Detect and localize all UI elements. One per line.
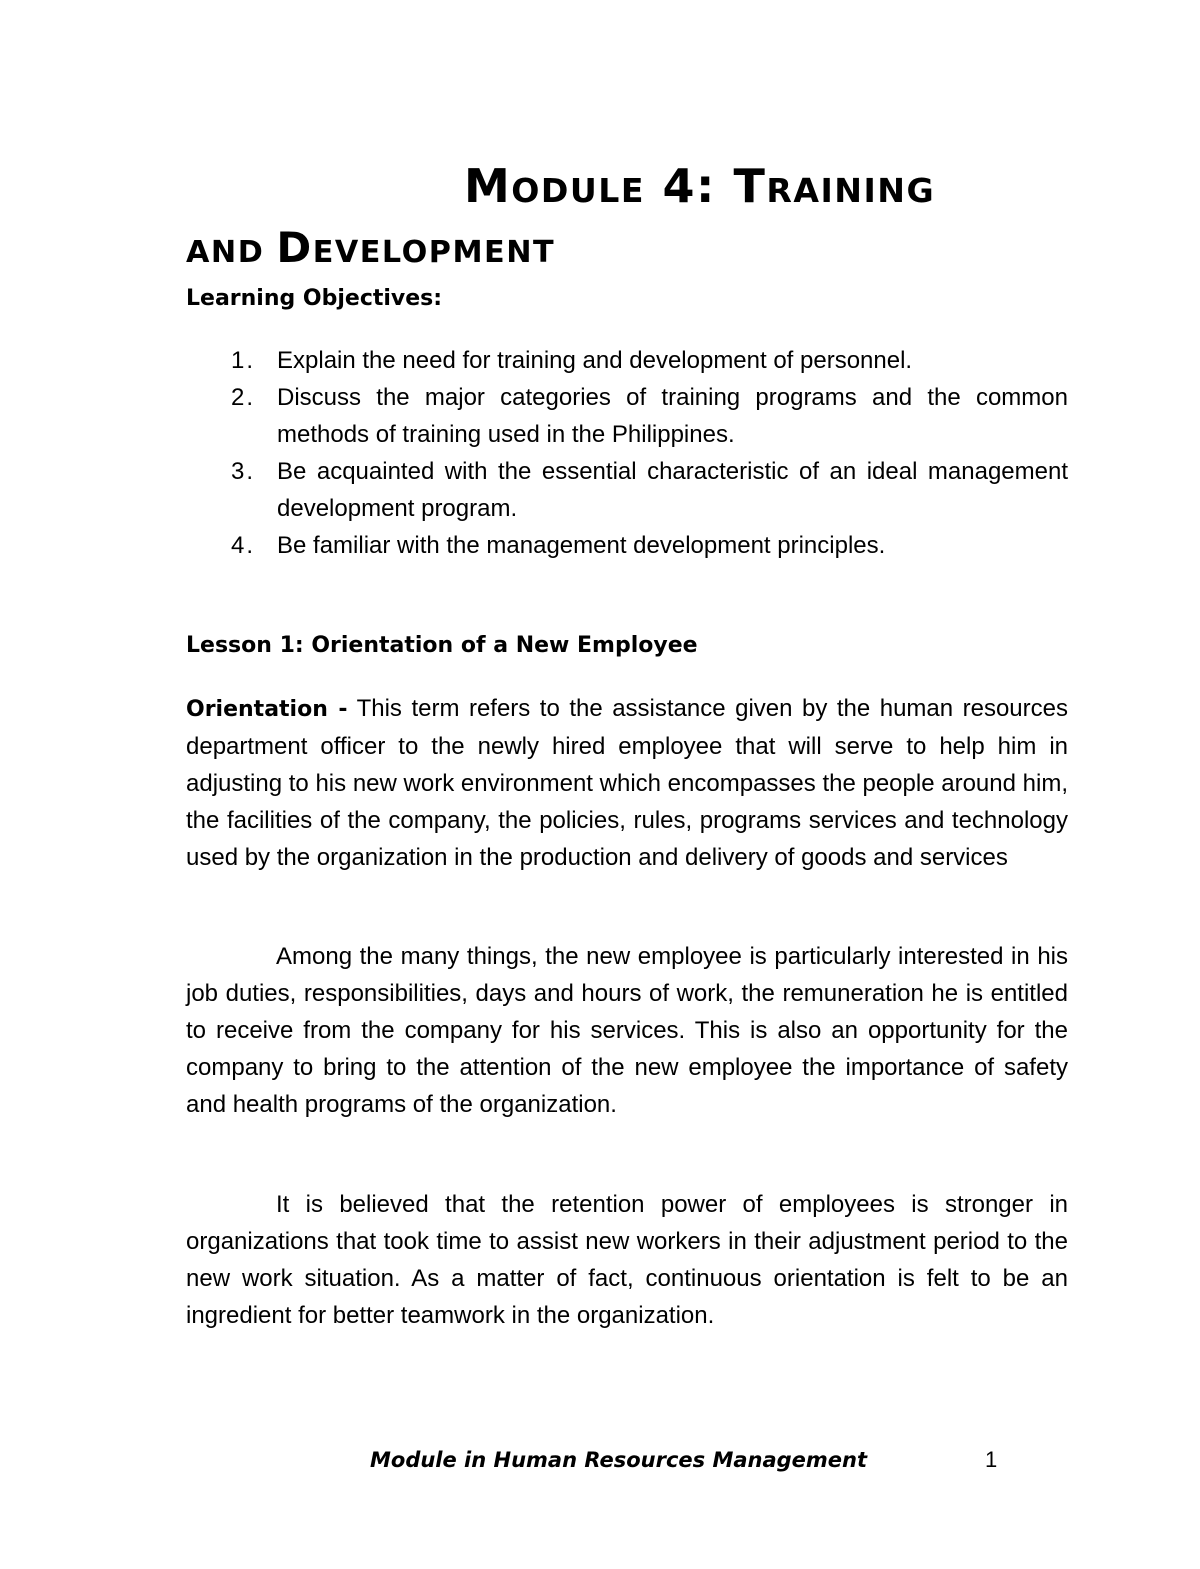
title-initial-m: M [464,159,512,213]
page-footer [0,1444,1200,1476]
orientation-term: Orientation - [186,697,348,722]
objective-text: Be familiar with the management development principles. [277,532,886,559]
objective-item-1 [186,342,1068,379]
objective-text: Explain the need for training and development of personnel. [277,347,913,374]
title-smallcaps-and: AND [186,235,277,270]
objective-number: 1. [231,347,256,374]
body-paragraph-3: It is believed that the retention power of employees is stronger in organizations that took time to assist new workers in their adjustment period to the new work situation. As a matter of fact, continuous orientation is felt to be an ingredient for better teamwork in the organization. [186,1191,1068,1329]
title-number-and-initial-t: 4: T [645,159,767,213]
orientation-definition-paragraph [186,690,1068,876]
objective-text: Be acquainted with the essential characteristic of an ideal management development program. [277,458,1068,522]
objective-number: 4. [231,532,256,559]
body-paragraph-2: Among the many things, the new employee is particularly interested in his job duties, responsibilities, days and hours of work, the remuneration he is entitled to receive from the company for his services. This is also an opportunity for the company to bring to the attention of the new employee the importance of safety and health programs of the organization. [186,943,1068,1118]
orientation-definition-text: This term refers to the assistance given by the human resources department officer to the newly hired employee that will serve to help him in adjusting to his new work environment which encompasses the people around him, the facilities of the company, the policies, rules, programs services and technology used by the organization in the production and delivery of goods and services [186,695,1068,871]
page-number: 1 [985,1447,998,1472]
title-smallcaps-evelopment: EVELOPMENT [312,235,556,270]
learning-objectives-heading: Learning Objectives: [186,286,443,311]
objective-number: 3. [231,458,256,485]
objective-number: 2. [231,384,256,411]
module-title-line-2 [186,222,1026,279]
lesson-heading: Lesson 1: Orientation of a New Employee [186,633,698,658]
title-smallcaps-odule: ODULE [511,171,646,210]
module-title-line-1 [186,158,1200,219]
title-initial-d: D [276,223,313,272]
objective-item-2 [186,379,1068,453]
objective-item-4 [186,527,1068,564]
title-smallcaps-raining: RAINING [766,171,936,210]
learning-objectives-list [186,342,1068,564]
objective-text: Discuss the major categories of training programs and the common methods of training used in the Philippines. [277,384,1068,448]
footer-module-title: Module in Human Resources Management [370,1448,868,1472]
objective-item-3 [186,453,1068,527]
